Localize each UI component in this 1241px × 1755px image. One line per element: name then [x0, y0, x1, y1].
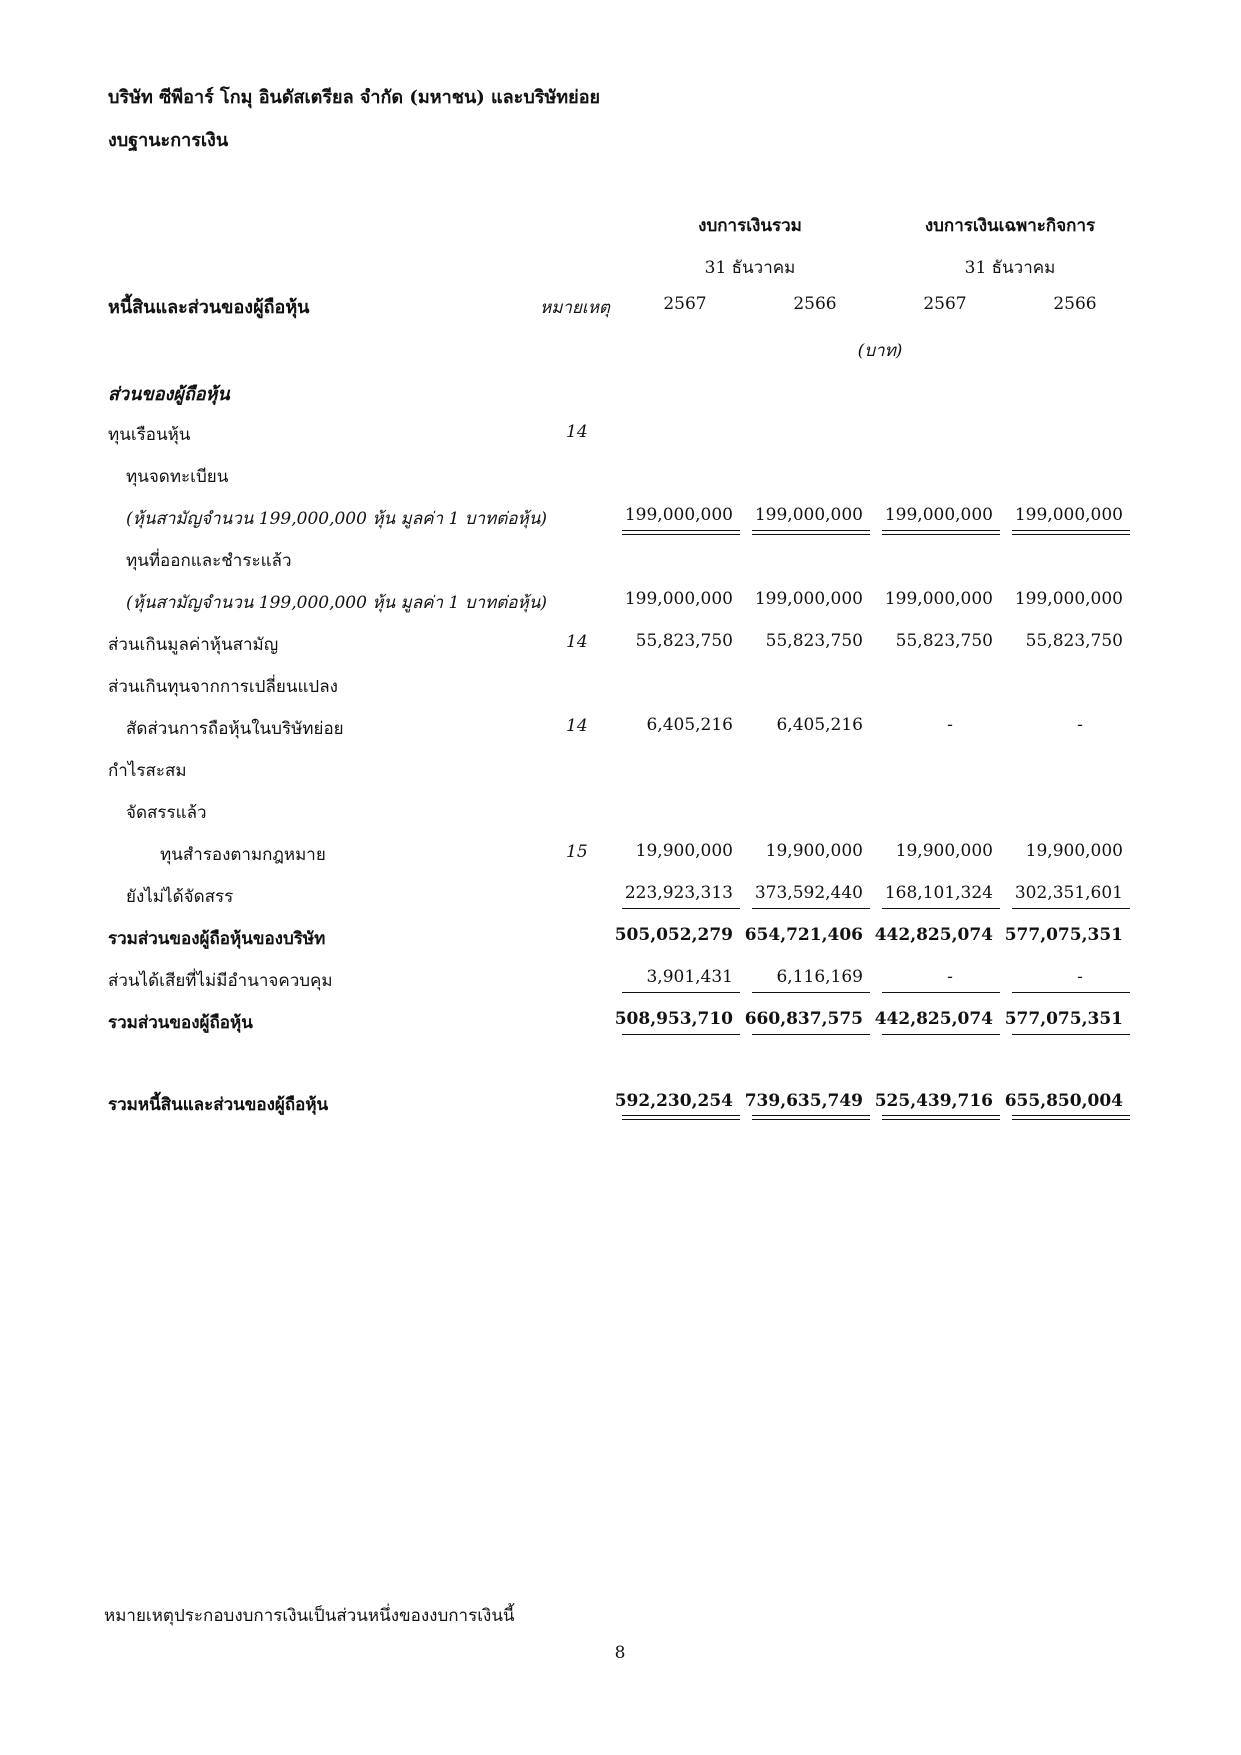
company-equity-2567-cons: 505,052,279 — [614, 925, 733, 945]
premium-value-2566-cons: 55,823,750 — [765, 631, 863, 651]
subsidiary-value-2567-sep: - — [947, 715, 953, 735]
row-label-legal-reserve: ทุนสำรองตามกฎหมาย — [160, 845, 326, 865]
issued-value-2567-sep: 199,000,000 — [884, 589, 993, 609]
separate-date: 31 ธันวาคม — [964, 258, 1056, 278]
single-rule — [752, 992, 870, 993]
row-label-unappropriated: ยังไม่ได้จัดสรร — [126, 887, 234, 907]
row-note-legal-reserve: 15 — [566, 842, 588, 862]
reserve-value-2566-sep: 19,900,000 — [1025, 841, 1123, 861]
row-label-appropriated: จัดสรรแล้ว — [126, 803, 207, 823]
issued-value-2566-sep: 199,000,000 — [1014, 589, 1123, 609]
row-label-equity-heading: ส่วนของผู้ถือหุ้น — [108, 384, 230, 405]
double-rule — [752, 530, 870, 535]
row-label-non-controlling: ส่วนได้เสียที่ไม่มีอำนาจควบคุม — [108, 971, 333, 991]
premium-value-2567-sep: 55,823,750 — [895, 631, 993, 651]
double-rule — [882, 1115, 1000, 1120]
total-equity-2566-sep: 577,075,351 — [1004, 1009, 1123, 1029]
single-rule — [752, 1034, 870, 1035]
row-label-issued: ทุนที่ออกและชำระแล้ว — [126, 551, 292, 571]
note-column-header: หมายเหตุ — [540, 298, 610, 318]
nci-value-2567-cons: 3,901,431 — [646, 967, 733, 987]
single-rule — [622, 992, 740, 993]
total-equity-2567-cons: 508,953,710 — [614, 1009, 733, 1029]
nci-value-2567-sep: - — [947, 967, 953, 987]
reserve-value-2567-sep: 19,900,000 — [895, 841, 993, 861]
grand-total-2566-cons: 739,635,749 — [744, 1091, 863, 1111]
subsidiary-value-2566-cons: 6,405,216 — [776, 715, 863, 735]
grand-total-2567-cons: 592,230,254 — [614, 1091, 733, 1111]
double-rule — [1012, 1115, 1130, 1120]
row-label-retained-earnings: กำไรสะสม — [108, 761, 187, 781]
statement-title: งบฐานะการเงิน — [108, 130, 229, 151]
reserve-value-2566-cons: 19,900,000 — [765, 841, 863, 861]
double-rule — [752, 1115, 870, 1120]
page-number: 8 — [614, 1643, 626, 1663]
row-note-subsidiary-ownership: 14 — [566, 716, 588, 736]
footer-note: หมายเหตุประกอบงบการเงินเป็นส่วนหนึ่งของงบการเงินนี้ — [104, 1606, 515, 1626]
row-label-share-capital: ทุนเรือนหุ้น — [108, 425, 191, 445]
registered-value-2566-cons: 199,000,000 — [754, 505, 863, 525]
single-rule — [882, 1034, 1000, 1035]
single-rule — [622, 908, 740, 909]
row-note-share-capital: 14 — [566, 422, 588, 442]
double-rule — [622, 1115, 740, 1120]
row-label-registered-shares: (หุ้นสามัญจำนวน 199,000,000 หุ้น มูลค่า 1 บาทต่อหุ้น) — [126, 509, 547, 529]
consolidated-header: งบการเงินรวม — [698, 216, 802, 236]
row-label-share-premium: ส่วนเกินมูลค่าหุ้นสามัญ — [108, 635, 279, 655]
row-label-total-equity: รวมส่วนของผู้ถือหุ้น — [108, 1013, 253, 1033]
company-equity-2566-cons: 654,721,406 — [744, 925, 863, 945]
nci-value-2566-cons: 6,116,169 — [776, 967, 863, 987]
registered-value-2567-sep: 199,000,000 — [884, 505, 993, 525]
premium-value-2567-cons: 55,823,750 — [635, 631, 733, 651]
unappropriated-value-2567-cons: 223,923,313 — [624, 883, 733, 903]
year-header-1: 2567 — [663, 294, 707, 314]
company-equity-2567-sep: 442,825,074 — [874, 925, 993, 945]
unappropriated-value-2566-sep: 302,351,601 — [1014, 883, 1123, 903]
unappropriated-value-2566-cons: 373,592,440 — [754, 883, 863, 903]
currency-unit: (บาท) — [857, 341, 903, 361]
registered-value-2567-cons: 199,000,000 — [624, 505, 733, 525]
row-note-share-premium: 14 — [566, 632, 588, 652]
year-header-4: 2566 — [1053, 294, 1097, 314]
row-label-issued-shares: (หุ้นสามัญจำนวน 199,000,000 หุ้น มูลค่า 1 บาทต่อหุ้น) — [126, 593, 547, 613]
grand-total-2566-sep: 655,850,004 — [1004, 1091, 1123, 1111]
total-equity-2566-cons: 660,837,575 — [744, 1009, 863, 1029]
premium-value-2566-sep: 55,823,750 — [1025, 631, 1123, 651]
row-label-registered: ทุนจดทะเบียน — [126, 467, 229, 487]
company-equity-2566-sep: 577,075,351 — [1004, 925, 1123, 945]
single-rule — [1012, 992, 1130, 993]
section-heading: หนี้สินและส่วนของผู้ถือหุ้น — [108, 297, 310, 318]
nci-value-2566-sep: - — [1077, 967, 1083, 987]
single-rule — [882, 992, 1000, 993]
grand-total-2567-sep: 525,439,716 — [874, 1091, 993, 1111]
double-rule — [882, 530, 1000, 535]
reserve-value-2567-cons: 19,900,000 — [635, 841, 733, 861]
single-rule — [882, 908, 1000, 909]
row-label-total-company-equity: รวมส่วนของผู้ถือหุ้นของบริษัท — [108, 929, 326, 949]
issued-value-2566-cons: 199,000,000 — [754, 589, 863, 609]
issued-value-2567-cons: 199,000,000 — [624, 589, 733, 609]
subsidiary-value-2567-cons: 6,405,216 — [646, 715, 733, 735]
company-name: บริษัท ซีพีอาร์ โกมุ อินดัสเตรียล จำกัด (มหาชน) และบริษัทย่อย — [108, 87, 601, 108]
row-label-subsidiary-ownership: สัดส่วนการถือหุ้นในบริษัทย่อย — [126, 719, 344, 739]
single-rule — [1012, 1034, 1130, 1035]
double-rule — [622, 530, 740, 535]
total-equity-2567-sep: 442,825,074 — [874, 1009, 993, 1029]
single-rule — [1012, 908, 1130, 909]
unappropriated-value-2567-sep: 168,101,324 — [884, 883, 993, 903]
single-rule — [622, 1034, 740, 1035]
row-label-surplus: ส่วนเกินทุนจากการเปลี่ยนแปลง — [108, 677, 338, 697]
year-header-2: 2566 — [793, 294, 837, 314]
single-rule — [752, 908, 870, 909]
separate-header: งบการเงินเฉพาะกิจการ — [924, 216, 1096, 236]
double-rule — [1012, 530, 1130, 535]
subsidiary-value-2566-sep: - — [1077, 715, 1083, 735]
row-label-total-liabilities-equity: รวมหนี้สินและส่วนของผู้ถือหุ้น — [108, 1095, 329, 1115]
consolidated-date: 31 ธันวาคม — [704, 258, 796, 278]
registered-value-2566-sep: 199,000,000 — [1014, 505, 1123, 525]
year-header-3: 2567 — [923, 294, 967, 314]
